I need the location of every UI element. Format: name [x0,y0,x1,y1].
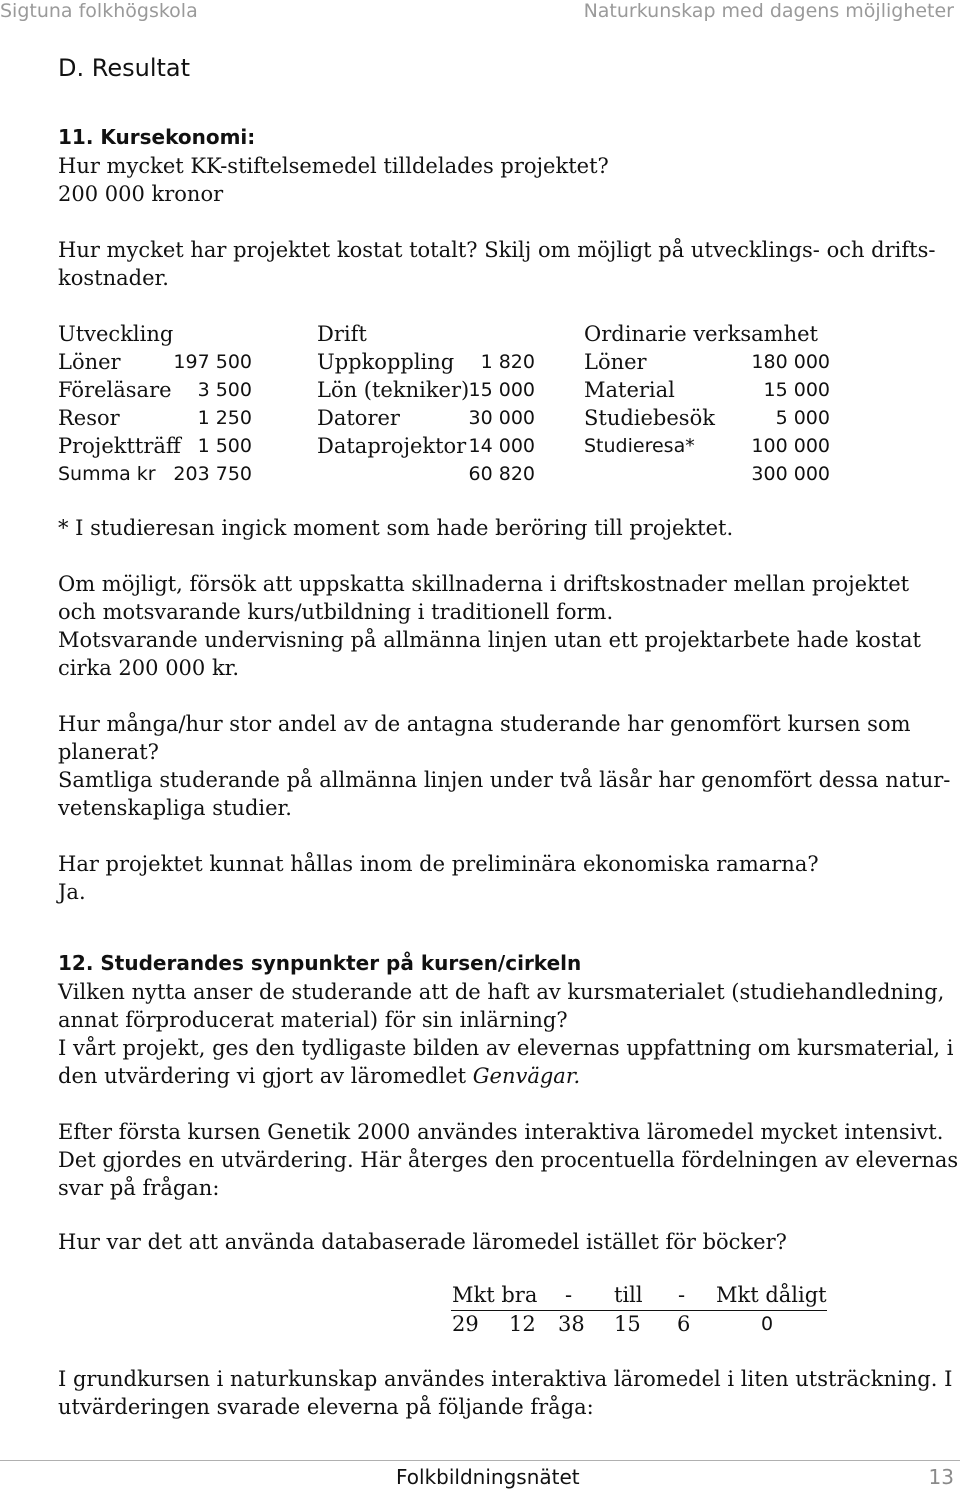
drift-label: Lön (tekniker) [317,378,470,402]
book-title: Genvägar. [472,1064,581,1088]
q12-p2-line: svar på frågan: [58,1176,220,1200]
students-line: Hur många/hur stor andel av de antagna studerande har genomfört kursen som [58,712,911,736]
students-line: Samtliga studerande på allmänna linjen under två läsår har genomfört dessa natur- [58,768,951,792]
scale-value: 0 [761,1313,774,1335]
drift-value: 15 000 [468,379,535,401]
students-line: vetenskapliga studier. [58,796,292,820]
scale-value: 38 [558,1312,585,1336]
utveckling-sum-value: 203 750 [173,463,252,485]
ordinarie-title: Ordinarie verksamhet [584,322,818,346]
estimate-line: Motsvarande undervisning på allmänna linjen utan ett projektarbete hade kostat [58,628,921,652]
utveckling-title: Utveckling [58,322,174,346]
utveckling-value: 197 500 [173,351,252,373]
scale-value: 29 [452,1312,479,1336]
utveckling-value: 3 500 [197,379,252,401]
scale-label: Mkt dåligt [716,1283,827,1307]
cost-footnote: * I studieresan ingick moment som hade beröring till projektet. [58,516,734,540]
ordinarie-label: Material [584,378,675,402]
header-left: Sigtuna folkhögskola [0,0,198,22]
ordinarie-value: 5 000 [775,407,830,429]
budget-question: Har projektet kunnat hållas inom de preliminära ekonomiska ramarna? [58,852,819,876]
ordinarie-label: Studieresa* [584,435,695,457]
scale-label: - [565,1283,573,1307]
page-number: 13 [928,1465,954,1489]
q12-line: Vilken nytta anser de studerande att de haft av kursmaterialet (studiehandledning, [58,980,945,1004]
footer-rule [0,1460,960,1461]
header-right: Naturkunskap med dagens möjligheter [583,0,954,22]
drift-value: 1 820 [480,351,535,373]
q12-line-text: den utvärdering vi gjort av läromedlet [58,1064,473,1088]
q11-answer-1: 200 000 kronor [58,182,224,206]
ordinarie-sum-value: 300 000 [751,463,830,485]
q12-line: annat förproducerat material) för sin inlärning? [58,1008,568,1032]
scale-label: till [614,1283,643,1307]
scale-label: - [678,1283,686,1307]
students-line: planerat? [58,740,159,764]
ordinarie-value: 100 000 [751,435,830,457]
utveckling-label: Projektträff [58,434,181,458]
utveckling-label: Resor [58,406,120,430]
drift-sum-value: 60 820 [468,463,535,485]
utveckling-label: Löner [58,350,121,374]
q12-heading: 12. Studerandes synpunkter på kursen/cirkeln [58,951,582,975]
q11-question-2-cont: kostnader. [58,266,169,290]
q12-p2-line: Det gjordes en utvärdering. Här återges den procentuella fördelningen av elevernas [58,1148,959,1172]
estimate-line: och motsvarande kurs/utbildning i traditionell form. [58,600,614,624]
scale-value: 15 [614,1312,641,1336]
utveckling-value: 1 250 [197,407,252,429]
drift-label: Datorer [317,406,400,430]
estimate-line: Om möjligt, försök att uppskatta skillnaderna i driftskostnader mellan projektet [58,572,910,596]
scale-value: 6 [677,1312,691,1336]
q12-p3-line: I grundkursen i naturkunskap användes interaktiva läromedel i liten utsträckning. I [58,1367,953,1391]
scale-label: Mkt bra [452,1283,538,1307]
drift-label: Uppkoppling [317,350,455,374]
budget-answer: Ja. [58,880,86,904]
drift-title: Drift [317,322,367,346]
q12-p3-line: utvärderingen svarade eleverna på följande fråga: [58,1395,594,1419]
utveckling-label: Föreläsare [58,378,172,402]
ordinarie-label: Studiebesök [584,406,715,430]
section-title: D. Resultat [58,54,191,82]
utveckling-sum-label: Summa kr [58,463,156,485]
survey-question: Hur var det att använda databaserade läromedel istället för böcker? [58,1230,787,1254]
utveckling-value: 1 500 [197,435,252,457]
ordinarie-value: 180 000 [751,351,830,373]
estimate-line: cirka 200 000 kr. [58,656,240,680]
q12-line: I vårt projekt, ges den tydligaste bilden av elevernas uppfattning om kursmaterial, i [58,1036,954,1060]
drift-value: 30 000 [468,407,535,429]
drift-label: Dataprojektor [317,434,467,458]
footer-title: Folkbildningsnätet [396,1465,580,1489]
q12-p2-line: Efter första kursen Genetik 2000 användes interaktiva läromedel mycket intensivt. [58,1120,944,1144]
q12-line [58,1064,580,1088]
q11-question-2: Hur mycket har projektet kostat totalt? Skilj om möjligt på utvecklings- och drifts- [58,238,936,262]
scale-value: 12 [509,1312,536,1336]
drift-value: 14 000 [468,435,535,457]
ordinarie-value: 15 000 [763,379,830,401]
ordinarie-label: Löner [584,350,647,374]
q11-heading: 11. Kursekonomi: [58,125,256,149]
q11-question-1: Hur mycket KK-stiftelsemedel tilldelades projektet? [58,154,609,178]
